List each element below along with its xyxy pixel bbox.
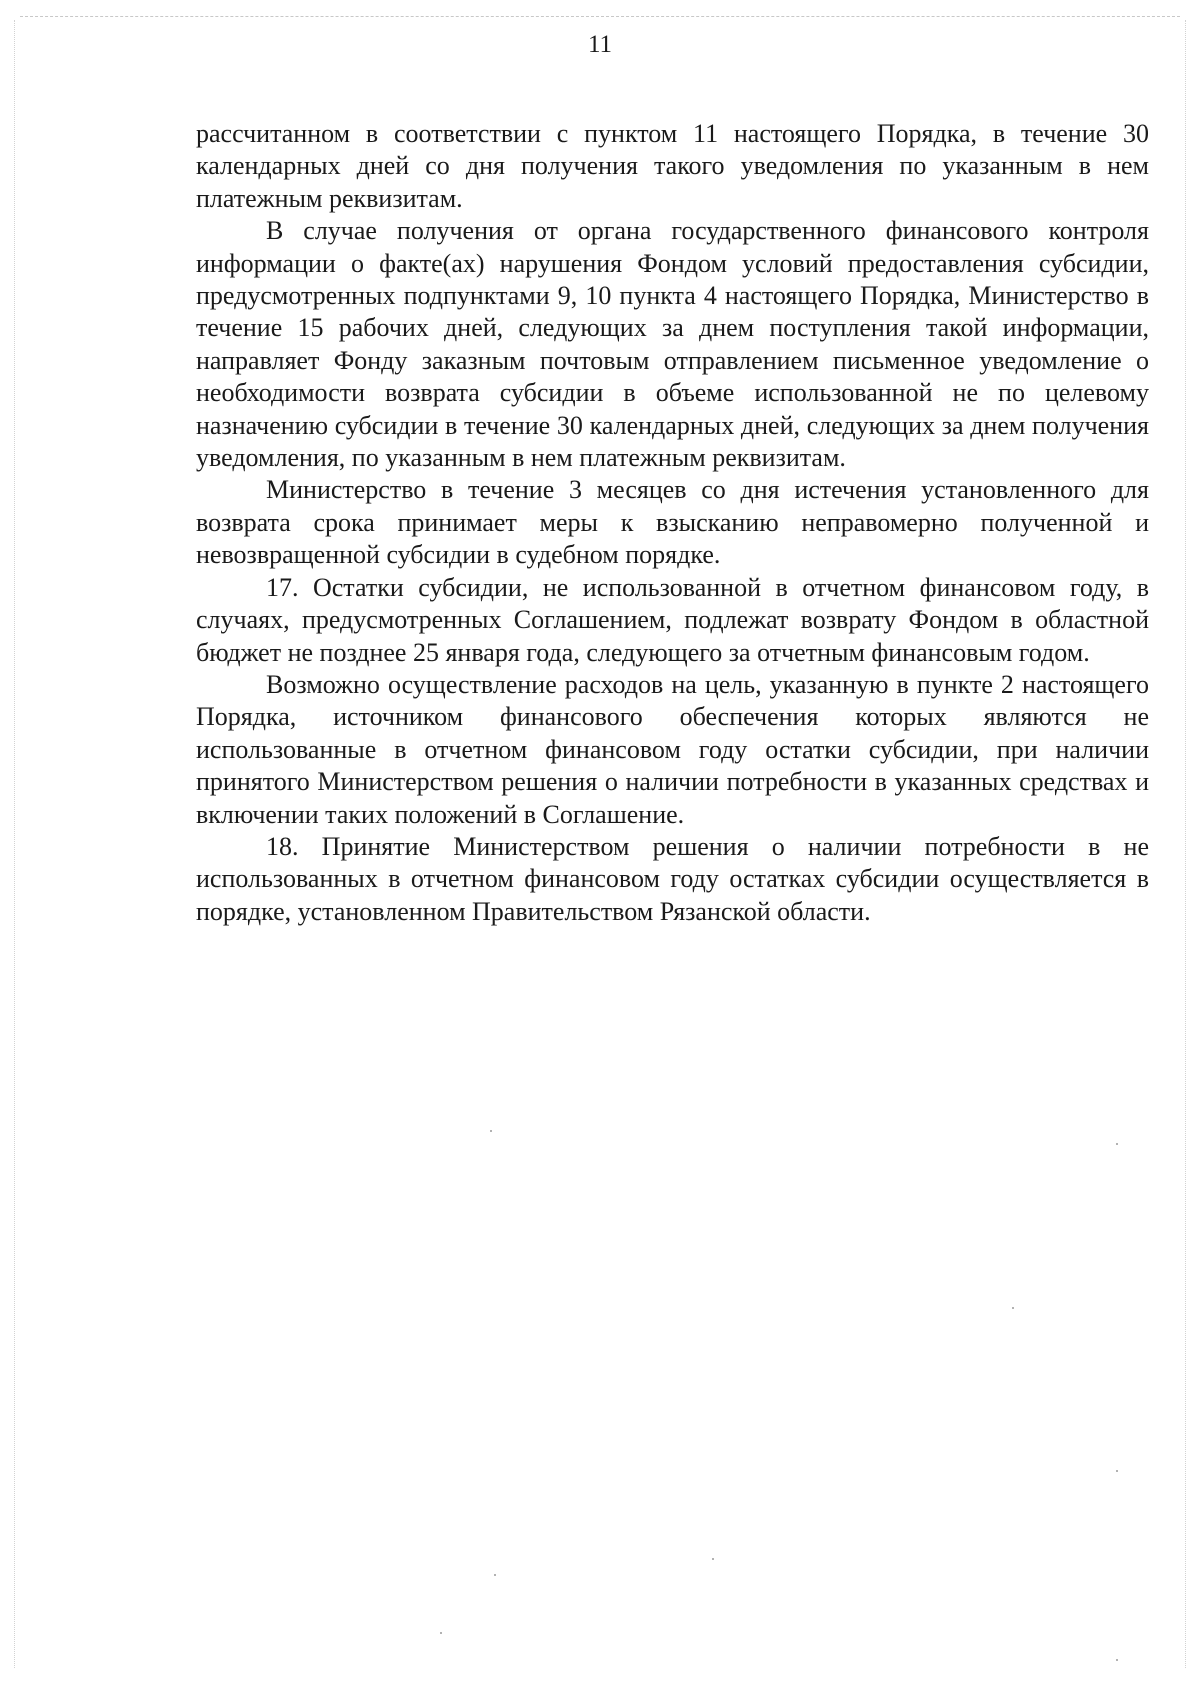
- document-body: [196, 118, 1149, 928]
- paragraph-expenses-possible: Возможно осуществление расходов на цель, указанную в пункте 2 настоящего Порядка, источником финансового обеспечения которых являются не использованные в отчетном финансовом году остатки субсидии, при наличии принятого Министерством решения о наличии потребности в указанных средствах и включении таких положений в Соглашение.: [196, 669, 1149, 829]
- scan-speck: [1012, 1307, 1014, 1309]
- paragraph-item-17: 17. Остатки субсидии, не использованной в отчетном финансовом году, в случаях, предусмотренных Соглашением, подлежат возврату Фондом в областной бюджет не позднее 25 января года, следующего за отчетным финансовым годом.: [196, 572, 1149, 667]
- scan-speck: [494, 1574, 496, 1576]
- scan-right-edge: [1185, 20, 1186, 1668]
- scan-speck: [440, 1632, 442, 1634]
- scan-left-edge: [14, 20, 15, 1668]
- paragraph-control-violation: В случае получения от органа государственного финансового контроля информации о факте(ах) нарушения Фондом условий предоставления субсидии, предусмотренных подпунктами 9, 10 пункта 4 настоящего Порядка, Министерство в течение 15 рабочих дней, следующих за днем поступления такой информации, направляет Фонду заказным почтовым отправлением письменное уведомление о необходимости возврата субсидии в объеме использованной не по целевому назначению субсидии в течение 30 календарных дней, следующих за днем получения уведомления, по указанным в нем платежным реквизитам.: [196, 216, 1149, 473]
- scan-speck: [1116, 1470, 1118, 1472]
- scan-speck: [712, 1558, 714, 1560]
- paragraph-continuation: рассчитанном в соответствии с пунктом 11 настоящего Порядка, в течение 30 календарных дней со дня получения такого уведомления по указанным в нем платежным реквизитам.: [196, 119, 1149, 213]
- scan-speck: [490, 1130, 492, 1132]
- paragraph-recovery-measures: Министерство в течение 3 месяцев со дня истечения установленного для возврата срока принимает меры к взысканию неправомерно полученной и невозвращенной субсидии в судебном порядке.: [196, 475, 1149, 570]
- scan-top-edge: [20, 16, 1180, 17]
- scan-speck: [1116, 1143, 1118, 1145]
- page-number: 11: [587, 31, 613, 58]
- paragraph-item-18: 18. Принятие Министерством решения о наличии потребности в не использованных в отчетном финансовом году остатках субсидии осуществляется в порядке, установленном Правительством Рязанской области.: [196, 831, 1149, 926]
- scan-speck: [1116, 1659, 1118, 1661]
